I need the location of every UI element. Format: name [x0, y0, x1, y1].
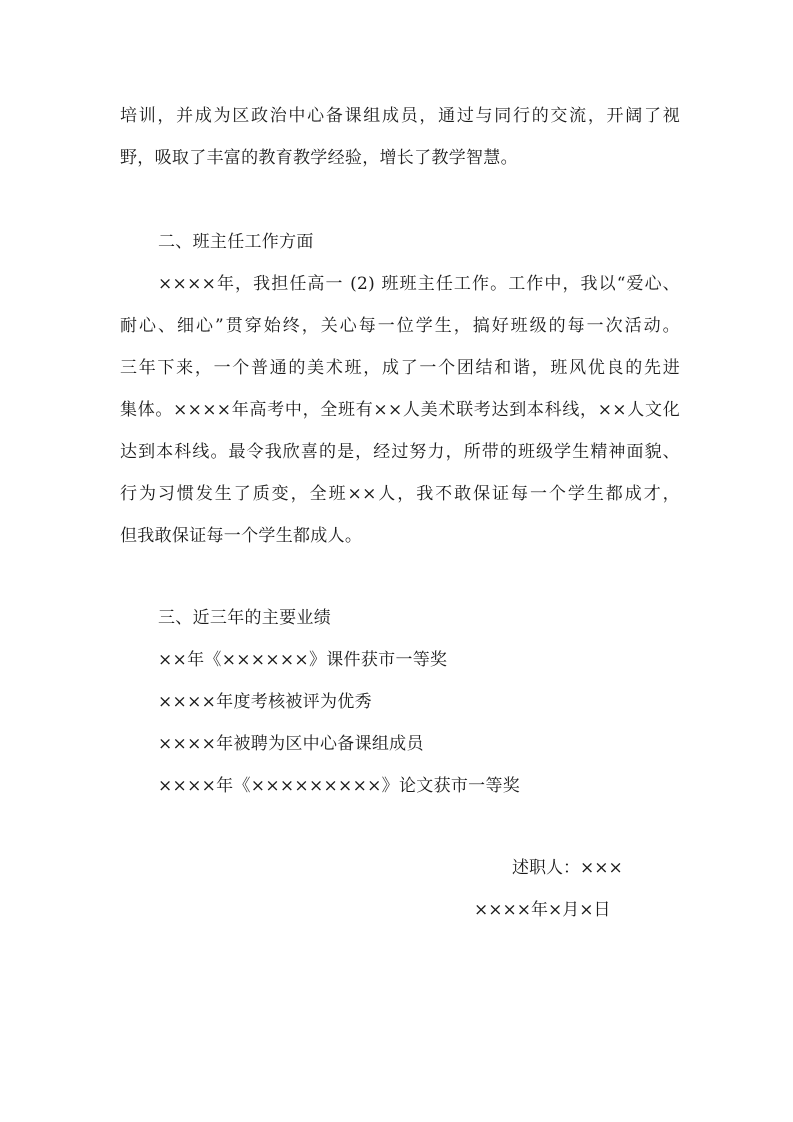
section3-heading: 三、近三年的主要业绩 — [158, 608, 331, 628]
section2-line-7: 但我敢保证每一个学生都成人。 — [120, 526, 363, 546]
achievement-item: ××年《××××××》课件获市一等奖 — [158, 650, 448, 670]
section2-heading: 二、班主任工作方面 — [158, 232, 314, 252]
section2-line-3: 三年下来，一个普通的美术班，成了一个团结和谐，班风优良的先进 — [120, 358, 680, 378]
achievement-item: ××××年《×××××××××》论文获市一等奖 — [158, 776, 521, 796]
section2-line-1: ××××年，我担任高一 (2) 班班主任工作。工作中，我以“爱心、 — [158, 274, 680, 294]
intro-line-1: 培训，并成为区政治中心备课组成员，通过与同行的交流，开阔了视 — [120, 106, 680, 126]
signature-date: ××××年×月×日 — [474, 900, 611, 920]
section2-line-2: 耐心、细心”贯穿始终，关心每一位学生，搞好班级的每一次活动。 — [120, 316, 680, 336]
section2-line-6: 行为习惯发生了质变，全班××人，我不敢保证每一个学生都成才， — [120, 484, 680, 504]
achievement-item: ××××年度考核被评为优秀 — [158, 692, 372, 712]
achievement-item: ××××年被聘为区中心备课组成员 — [158, 734, 424, 754]
section2-line-4: 集体。××××年高考中，全班有××人美术联考达到本科线，××人文化 — [120, 400, 680, 420]
intro-line-2: 野，吸取了丰富的教育教学经验，增长了教学智慧。 — [120, 148, 518, 168]
signature-name: 述职人：××× — [512, 858, 623, 878]
section2-line-5: 达到本科线。最令我欣喜的是，经过努力，所带的班级学生精神面貌、 — [120, 442, 680, 462]
